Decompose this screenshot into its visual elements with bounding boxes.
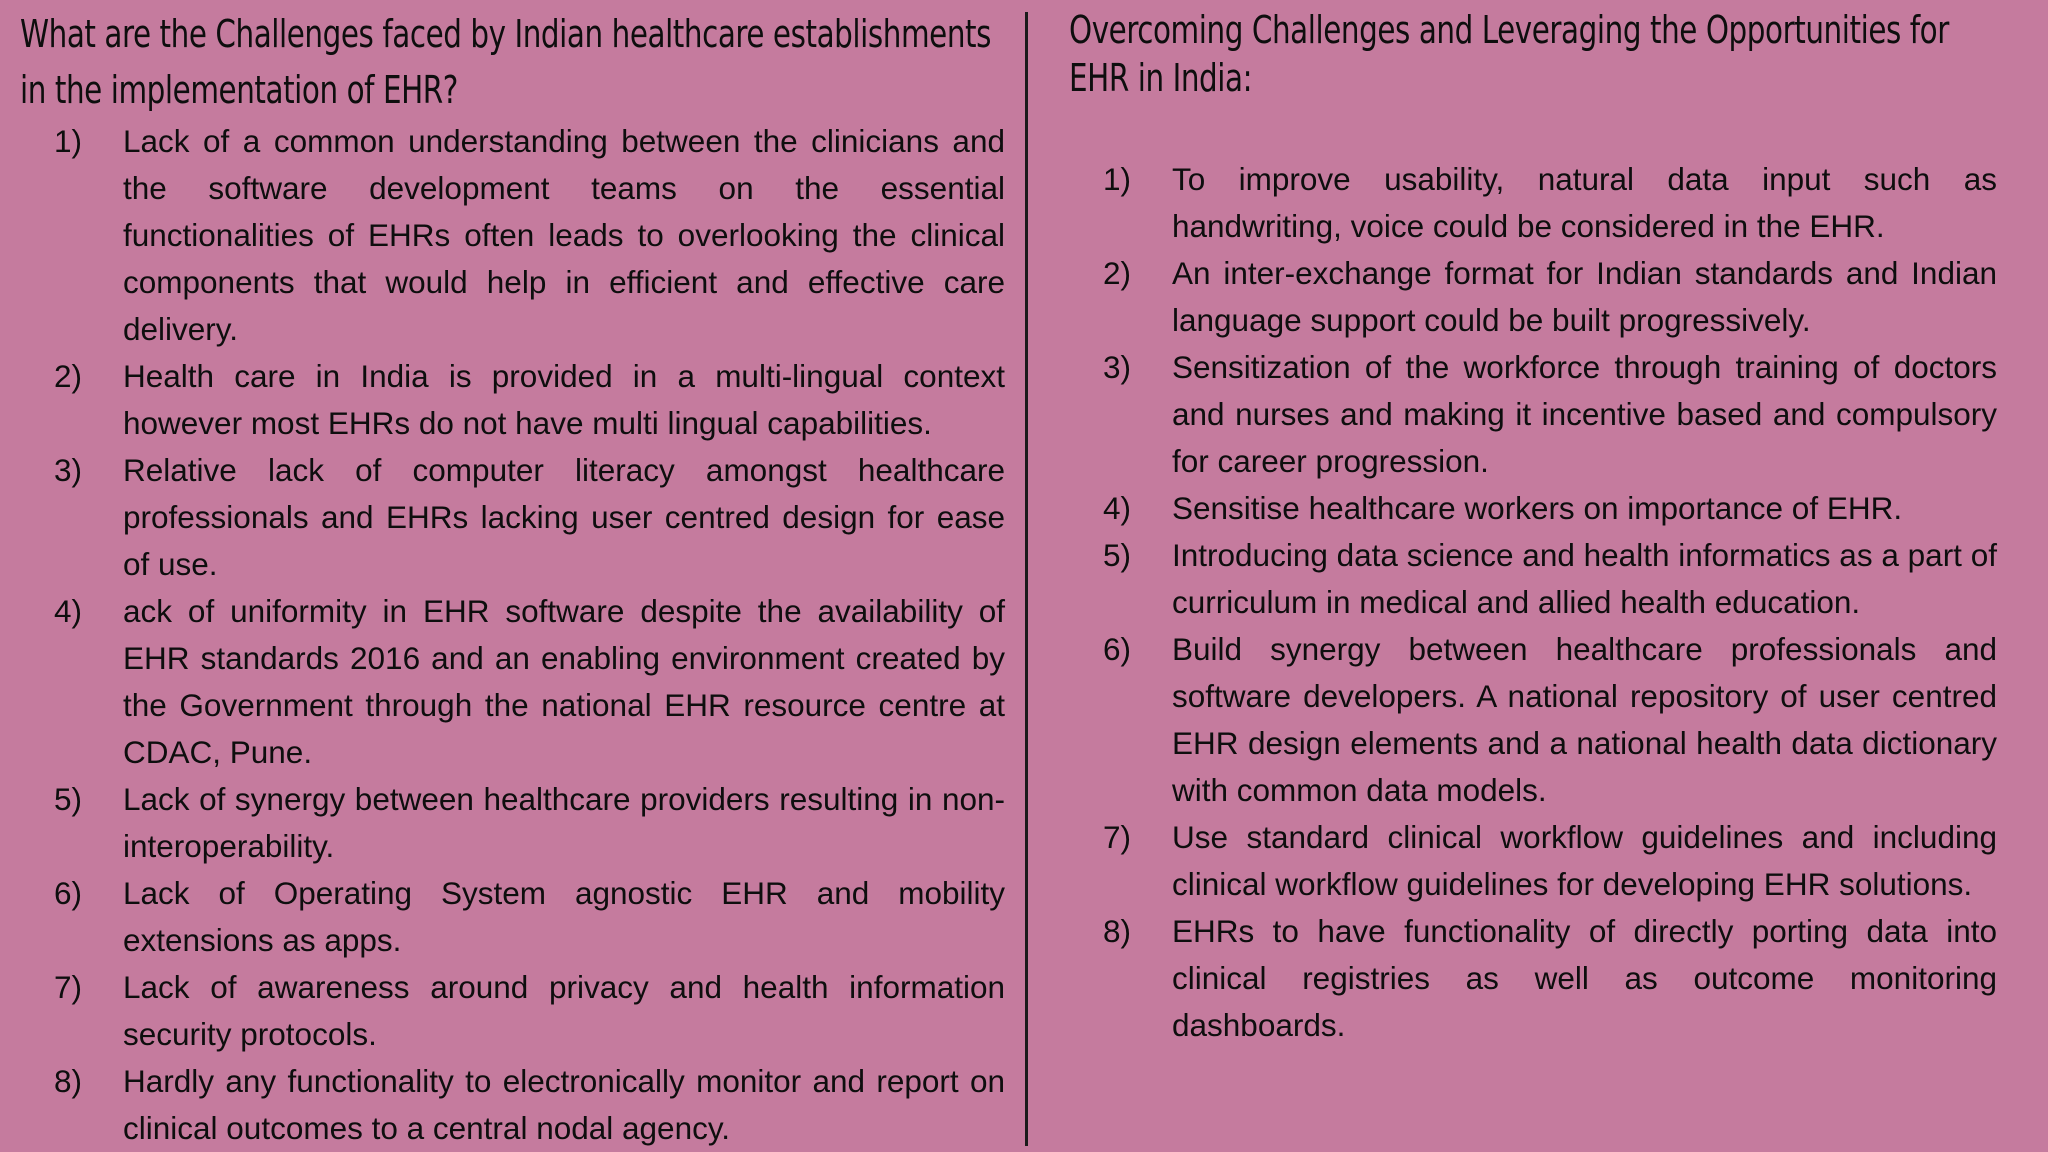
- item-number: 6): [54, 875, 83, 911]
- list-item: [20, 1058, 1005, 1152]
- item-text: Health care in India is provided in a multi-lingual context however most EHRs do not have multi lingual capabilities.: [123, 358, 1005, 441]
- item-text: Introducing data science and health informatics as a part of curriculum in medical and allied health education.: [1172, 537, 1997, 620]
- opportunities-title: Overcoming Challenges and Leveraging the Opportunities for EHR in India:: [1069, 8, 1949, 100]
- item-number: 8): [1103, 913, 1132, 949]
- opportunities-column: [1069, 6, 1997, 1049]
- item-number: 7): [54, 969, 83, 1005]
- item-text: Relative lack of computer literacy amongst healthcare professionals and EHRs lacking user centred design for ease of use.: [123, 452, 1005, 582]
- item-number: 8): [54, 1063, 83, 1099]
- list-item: [1069, 156, 1997, 250]
- item-number: 4): [54, 593, 83, 629]
- item-text: Lack of a common understanding between the clinicians and the software development teams on the essential functionalities of EHRs often leads to overlooking the clinical components that would help in efficient and effective care delivery.: [123, 123, 1005, 347]
- column-divider: [1025, 12, 1028, 1146]
- item-number: 5): [54, 781, 83, 817]
- list-item: [1069, 344, 1997, 485]
- list-item: [20, 870, 1005, 964]
- list-item: [1069, 908, 1997, 1049]
- item-number: 1): [1103, 161, 1132, 197]
- item-text: Lack of awareness around privacy and health information security protocols.: [123, 969, 1005, 1052]
- item-number: 4): [1103, 490, 1132, 526]
- item-text: Lack of Operating System agnostic EHR and mobility extensions as apps.: [123, 875, 1005, 958]
- item-text: Hardly any functionality to electronically monitor and report on clinical outcomes to a central nodal agency.: [123, 1063, 1005, 1146]
- item-number: 2): [54, 358, 83, 394]
- challenges-list: [20, 118, 1005, 1152]
- item-number: 3): [1103, 349, 1132, 385]
- list-item: [20, 776, 1005, 870]
- item-number: 1): [54, 123, 83, 159]
- list-item: [20, 964, 1005, 1058]
- list-item: [20, 353, 1005, 447]
- item-number: 7): [1103, 819, 1132, 855]
- list-item: [20, 447, 1005, 588]
- list-item: [1069, 250, 1997, 344]
- item-number: 3): [54, 452, 83, 488]
- item-text: To improve usability, natural data input such as handwriting, voice could be considered in the EHR.: [1172, 161, 1997, 244]
- list-item: [20, 588, 1005, 776]
- list-item: [1069, 532, 1997, 626]
- opportunities-list: [1069, 156, 1997, 1049]
- item-number: 2): [1103, 255, 1132, 291]
- challenges-title: What are the Challenges faced by Indian healthcare establishments in the implementation of EHR?: [20, 12, 992, 112]
- item-number: 6): [1103, 631, 1132, 667]
- item-text: An inter-exchange format for Indian standards and Indian language support could be built progressively.: [1172, 255, 1997, 338]
- item-text: Use standard clinical workflow guidelines and including clinical workflow guidelines for developing EHR solutions.: [1172, 819, 1997, 902]
- item-text: EHRs to have functionality of directly porting data into clinical registries as well as outcome monitoring dashboards.: [1172, 913, 1997, 1043]
- item-text: Build synergy between healthcare professionals and software developers. A national repository of user centred EHR design elements and a national health data dictionary with common data models.: [1172, 631, 1997, 808]
- challenges-column: [20, 6, 1005, 1152]
- list-item: [1069, 626, 1997, 814]
- item-text: Lack of synergy between healthcare providers resulting in non-interoperability.: [123, 781, 1005, 864]
- list-item: [1069, 485, 1997, 532]
- item-text: ack of uniformity in EHR software despite the availability of EHR standards 2016 and an enabling environment created by the Government through the national EHR resource centre at CDAC, Pune.: [123, 593, 1005, 770]
- list-item: [1069, 814, 1997, 908]
- item-number: 5): [1103, 537, 1132, 573]
- list-item: [20, 118, 1005, 353]
- item-text: Sensitise healthcare workers on importance of EHR.: [1172, 490, 1903, 526]
- item-text: Sensitization of the workforce through training of doctors and nurses and making it incentive based and compulsory for career progression.: [1172, 349, 1997, 479]
